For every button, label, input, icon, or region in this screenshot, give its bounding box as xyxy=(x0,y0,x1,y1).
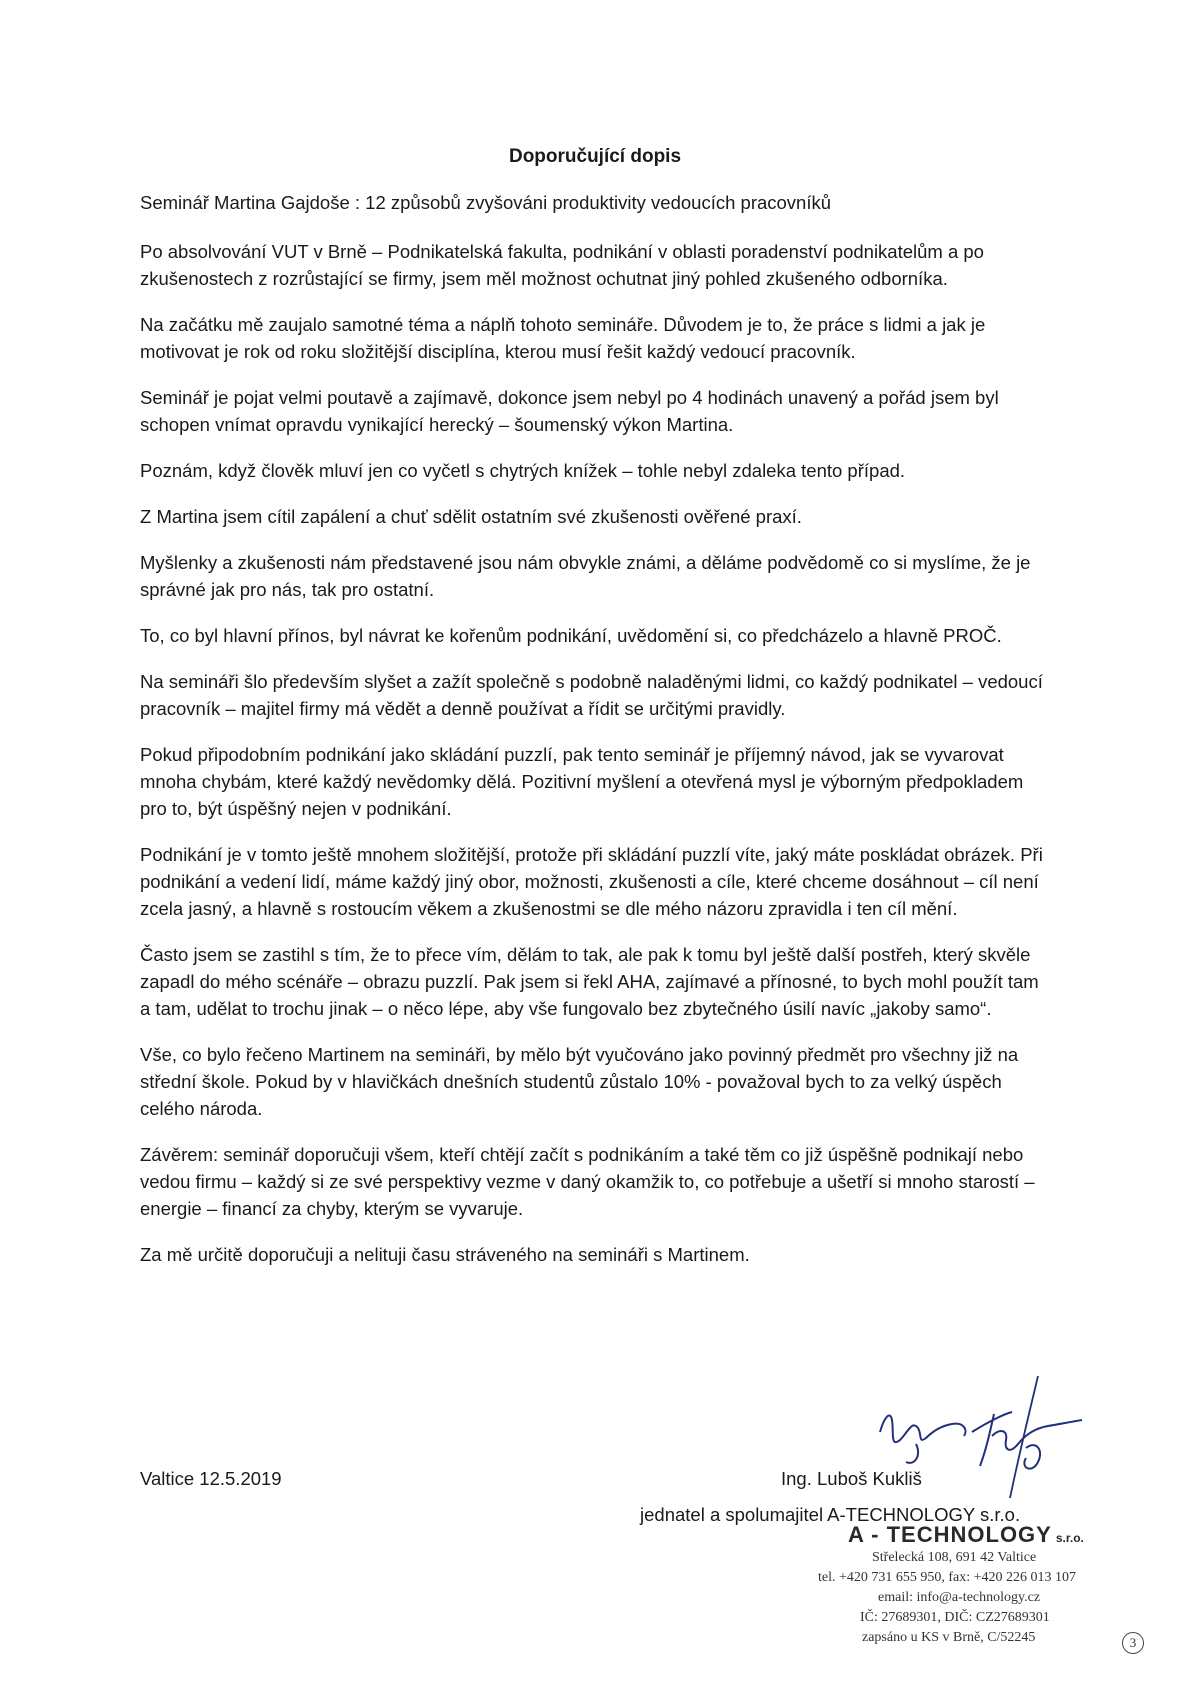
stamp-brand-suffix: s.r.o. xyxy=(1055,1531,1084,1545)
paragraph: Za mě určitě doporučuji a nelituji času stráveného na semináři s Martinem. xyxy=(140,1244,750,1265)
stamp-ids: IČ: 27689301, DIČ: CZ27689301 xyxy=(860,1610,1050,1625)
signatory-name: Ing. Luboš Kukliš xyxy=(781,1468,922,1489)
paragraph: Z Martina jsem cítil zapálení a chuť sdělit ostatním své zkušenosti ověřené praxí. xyxy=(140,506,802,527)
paragraph: Seminář je pojat velmi poutavě a zajímavě, dokonce jsem nebyl po 4 hodinách unavený a pořád jsem byl schopen vnímat opravdu vynikající herecký – šoumenský výkon Martina. xyxy=(140,387,999,435)
letter-body xyxy=(140,238,1052,1287)
paragraph: Závěrem: seminář doporučuji všem, kteří chtějí začít s podnikáním a také těm co již úspěšně podnikají nebo vedou firmu – každý si ze své perspektivy vezme v daný okamžik to, co potřebuje a ušetří si mnoho starostí – energie – financí za chyby, kterým se vyvaruje. xyxy=(140,1144,1035,1219)
stamp-email: email: info@a-technology.cz xyxy=(878,1590,1041,1605)
paragraph: Na začátku mě zaujalo samotné téma a náplň tohoto semináře. Důvodem je to, že práce s lidmi a jak je motivovat je rok od roku složitější disciplína, kterou musí řešit každý vedoucí pracovník. xyxy=(140,314,986,362)
paragraph: Vše, co bylo řečeno Martinem na semináři, by mělo být vyučováno jako povinný předmět pro všechny již na střední škole. Pokud by v hlavičkách dnešních studentů zůstalo 10% - považoval bych to za velký úspěch celého národa. xyxy=(140,1044,1019,1119)
letter-title: Doporučující dopis xyxy=(508,146,682,167)
letter-subtitle: Seminář Martina Gajdoše : 12 způsobů zvyšováni produktivity vedoucích pracovníků xyxy=(140,192,832,213)
paragraph: To, co byl hlavní přínos, byl návrat ke kořenům podnikání, uvědomění si, co předcházelo a hlavně PROČ. xyxy=(140,625,1002,646)
paragraph: Myšlenky a zkušenosti nám představené jsou nám obvykle známi, a děláme podvědomě co si myslíme, že je správné jak pro nás, tak pro ostatní. xyxy=(140,552,1031,600)
paragraph: Poznám, když člověk mluví jen co vyčetl s chytrých knížek – tohle nebyl zdaleka tento případ. xyxy=(140,460,906,481)
paragraph: Na semináři šlo především slyšet a zažít společně s podobně naladěnými lidmi, co každý podnikatel – vedoucí pracovník – majitel firmy má vědět a denně používat a řídit se určitými pravidly. xyxy=(140,671,1043,719)
stamp-brand xyxy=(848,1522,1084,1548)
handwritten-signature xyxy=(860,1370,1110,1510)
page-mark: 3 xyxy=(1122,1632,1144,1654)
stamp-registry: zapsáno u KS v Brně, C/52245 xyxy=(862,1630,1036,1645)
stamp-brand-name: A - TECHNOLOGY xyxy=(848,1522,1052,1547)
paragraph: Po absolvování VUT v Brně – Podnikatelská fakulta, podnikání v oblasti poradenství podnikatelům a po zkušenostech z rozrůstající se firmy, jsem měl možnost ochutnat jiný pohled zkušeného odborníka. xyxy=(140,241,984,289)
stamp-address: Střelecká 108, 691 42 Valtice xyxy=(872,1550,1037,1565)
place-date: Valtice 12.5.2019 xyxy=(140,1468,282,1489)
signatory-role: jednatel a spolumajitel A-TECHNOLOGY s.r.o. xyxy=(640,1504,1021,1525)
paragraph: Pokud připodobním podnikání jako skládání puzzlí, pak tento seminář je příjemný návod, jak se vyvarovat mnoha chybám, které každý nevědomky dělá. Pozitivní myšlení a otevřená mysl je výborným předpokladem pro to, být úspěšný nejen v podnikání. xyxy=(140,744,1024,819)
paragraph: Často jsem se zastihl s tím, že to přece vím, dělám to tak, ale pak k tomu byl ještě další postřeh, který skvěle zapadl do mého scénáře – obrazu puzzlí. Pak jsem si řekl AHA, zajímavé a přínosné, to bych mohl použít tam a tam, udělat to trochu jinak – o něco lépe, aby vše fungovalo bez zbytečného úsilí navíc „jakoby samo“. xyxy=(140,944,1039,1019)
stamp-phone: tel. +420 731 655 950, fax: +420 226 013 107 xyxy=(818,1570,1077,1585)
company-stamp xyxy=(810,1522,1137,1672)
paragraph: Podnikání je v tomto ještě mnohem složitější, protože při skládání puzzlí víte, jaký máte poskládat obrázek. Při podnikání a vedení lidí, máme každý jiný obor, možnosti, zkušenosti a cíle, které chceme dosáhnout – cíl není zcela jasný, a hlavně s rostoucím věkem a zkušenostmi se dle mého názoru zpravidla i ten cíl mění. xyxy=(140,844,1043,919)
